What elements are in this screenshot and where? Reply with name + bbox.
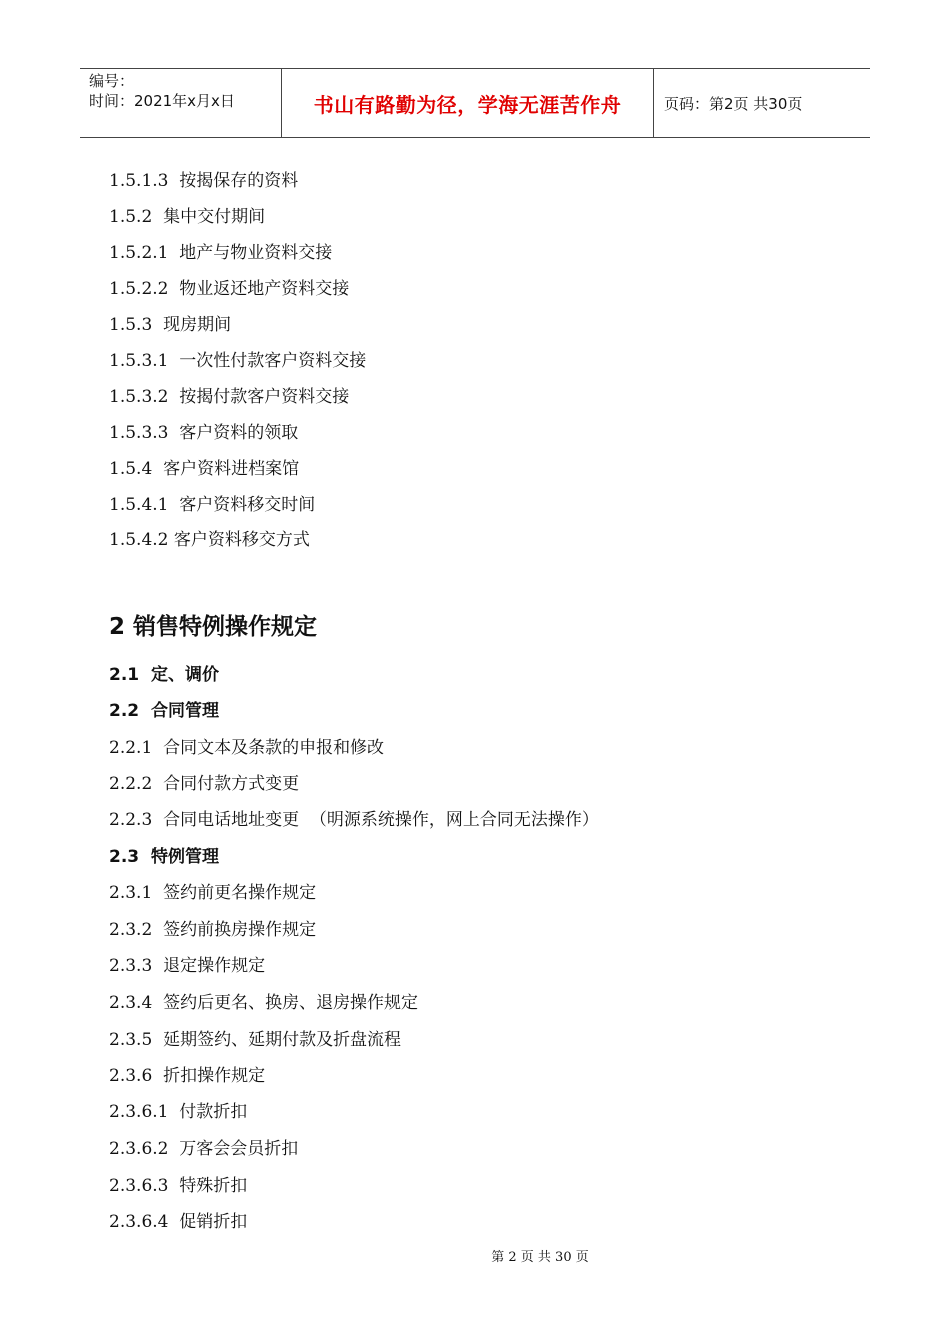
toc-line: 2.2.3 合同电话地址变更 （明源系统操作，网上合同无法操作） — [109, 810, 599, 830]
toc-heading: 2.3 特例管理 — [109, 847, 219, 867]
toc-line: 1.5.2.1 地产与物业资料交接 — [109, 243, 333, 263]
toc-line: 1.5.3.2 按揭付款客户资料交接 — [109, 387, 350, 407]
time-label: 时间：2021年x月x日 — [89, 92, 235, 110]
section-title: 2 销售特例操作规定 — [109, 614, 318, 640]
toc-line: 2.3.2 签约前换房操作规定 — [109, 920, 317, 940]
toc-line: 2.3.6.2 万客会会员折扣 — [109, 1139, 299, 1159]
toc-line: 1.5.4 客户资料进档案馆 — [109, 459, 300, 479]
toc-line: 1.5.1.3 按揭保存的资料 — [109, 171, 299, 191]
number-label: 编号： — [89, 72, 135, 90]
toc-line: 2.3.6 折扣操作规定 — [109, 1066, 266, 1086]
header-page-info: 页码：第2页 共30页 — [664, 94, 803, 113]
toc-line: 2.3.6.1 付款折扣 — [109, 1102, 248, 1122]
toc-line: 2.3.6.4 促销折扣 — [109, 1212, 248, 1232]
toc-line: 1.5.2.2 物业返还地产资料交接 — [109, 279, 350, 299]
toc-line: 2.3.1 签约前更名操作规定 — [109, 883, 317, 903]
toc-line: 2.2.1 合同文本及条款的申报和修改 — [109, 738, 385, 758]
header-meta — [80, 69, 282, 137]
toc-heading: 2.2 合同管理 — [109, 701, 219, 721]
toc-line: 2.2.2 合同付款方式变更 — [109, 774, 300, 794]
header-motto: 书山有路勤为径，学海无涯苦作舟 — [282, 69, 654, 137]
toc-line: 1.5.2 集中交付期间 — [109, 207, 266, 227]
toc-line: 1.5.3.3 客户资料的领取 — [109, 423, 299, 443]
toc-line: 2.3.5 延期签约、延期付款及折盘流程 — [109, 1030, 402, 1050]
toc-line: 1.5.4.2 客户资料移交方式 — [109, 530, 310, 550]
toc-line: 2.3.4 签约后更名、换房、退房操作规定 — [109, 993, 419, 1013]
toc-heading: 2.1 定、调价 — [109, 665, 219, 685]
toc-line: 2.3.6.3 特殊折扣 — [109, 1176, 248, 1196]
toc-line: 1.5.4.1 客户资料移交时间 — [109, 495, 316, 515]
page-footer: 第 2 页 共 30 页 — [491, 1250, 589, 1265]
toc-line: 1.5.3 现房期间 — [109, 315, 232, 335]
toc-line: 2.3.3 退定操作规定 — [109, 956, 266, 976]
page-header — [80, 68, 870, 138]
toc-line: 1.5.3.1 一次性付款客户资料交接 — [109, 351, 367, 371]
